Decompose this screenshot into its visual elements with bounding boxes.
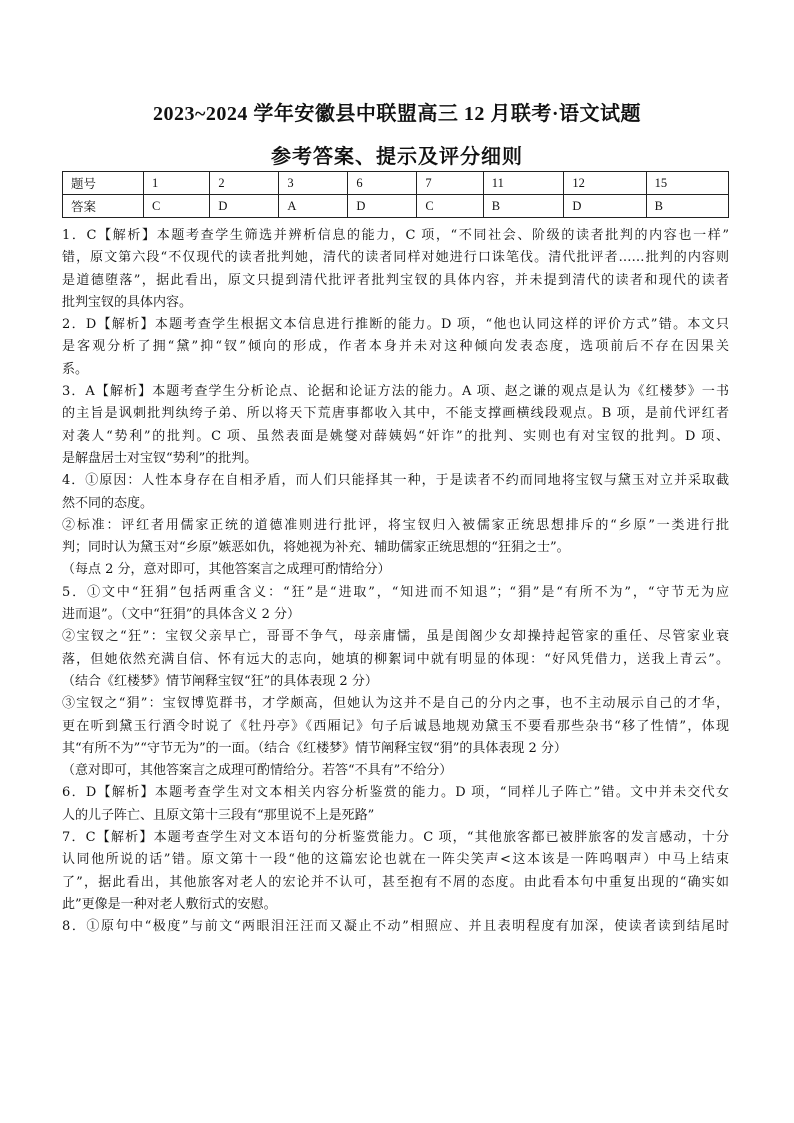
table-cell: B: [646, 195, 728, 218]
table-cell: A: [279, 195, 348, 218]
table-cell: 12: [564, 172, 646, 195]
text-line: 4．①原因：人性本身存在自相矛盾，而人们只能择其一种，于是读者不约而同地将宝钗与黛玉对立并采取截: [62, 473, 729, 489]
table-row-question-numbers: [63, 172, 729, 195]
answer-table: [62, 171, 729, 218]
text-line: ③宝钗之“狷”：宝钗博览群书，才学颇高，但她认为这并不是自己的分内之事，也不主动展示自己的才华，: [62, 696, 729, 712]
table-cell: D: [210, 195, 279, 218]
table-cell: C: [144, 195, 210, 218]
text-line: 系。: [62, 361, 89, 377]
table-cell: 6: [348, 172, 417, 195]
text-line: 落，但她依然充满自信、怀有远大的志向，她填的柳絮词中就有明显的体现：“好风凭借力，送我上青云”。: [62, 651, 729, 667]
text-line: 批判宝钗的具体内容。: [62, 294, 193, 310]
table-cell: 题号: [63, 172, 144, 195]
text-line: 了”，据此看出，其他旅客对老人的宏论并不认可，甚至抱有不屑的态度。由此看本句中重复出现的“确实如: [62, 874, 729, 890]
table-cell: 1: [144, 172, 210, 195]
table-cell: 3: [279, 172, 348, 195]
text-line: 8．①原句中“极度”与前文“两眼泪汪汪而又凝止不动”相照应、并且表明程度有加深，使读者读到结尾时: [62, 919, 729, 935]
text-line: 然不同的态度。: [62, 495, 154, 511]
explanations: [62, 225, 729, 939]
text-line: 是解盘居士对宝钗“势利”的批判。: [62, 450, 258, 466]
text-line: 判；同时认为黛玉对“乡原”嫉恶如仇，将她视为补充、辅助儒家正统思想的“狂狷之士”。: [62, 540, 570, 556]
text-line: 人的儿子阵亡、且原文第十三段有“那里说不上是死路”: [62, 807, 375, 823]
text-line: 进而退”。（文中“狂狷”的具体含义 2 分）: [62, 607, 300, 623]
text-line: ②标准：评红者用儒家正统的道德准则进行批评，将宝钗归入被儒家正统思想排斥的“乡原”一类进行批: [62, 517, 729, 533]
text-line: （意对即可，其他答案言之成理可酌情给分。若答“不具有”不给分）: [62, 763, 453, 779]
text-line: 是道德堕落”，据此看出，原文只提到清代批评者批判宝钗的具体内容，并未提到清代的读者和现代的读者: [62, 272, 729, 288]
table-row-answers: [63, 195, 729, 218]
document-subtitle: 参考答案、提示及评分细则: [271, 144, 523, 168]
document-title: 2023~2024 学年安徽县中联盟高三 12 月联考·语文试题: [152, 103, 642, 125]
text-line: 对袭人“势利”的批判。C 项、虽然表面是姚燮对薛姨妈“奸诈”的批判、实则也有对宝钗的批判。D 项、: [62, 428, 729, 444]
text-line: ②宝钗之“狂”：宝钗父亲早亡，哥哥不争气，母亲庸懦，虽是闺阁少女却操持起管家的重任、尽管家业衰: [62, 629, 729, 645]
table-cell: 答案: [63, 195, 144, 218]
text-line: 错，原文第六段“不仅现代的读者批判她，清代的读者同样对她进行口诛笔伐。清代批评者……批判的内容则: [62, 250, 729, 266]
text-line: 的主旨是讽刺批判纨绔子弟、所以将天下荒唐事都收入其中，不能支撑画横线段观点。B 项，是前代评红者: [62, 406, 729, 422]
text-line: 是客观分析了拥“黛”抑“钗”倾向的形成，作者本身并未对这种倾向发表态度，选项前后不存在因果关: [62, 339, 729, 355]
table-cell: D: [564, 195, 646, 218]
text-line: 2．D【解析】本题考查学生根据文本信息进行推断的能力。D 项，“他也认同这样的评价方式”错。本文只: [62, 317, 729, 333]
table-cell: 11: [483, 172, 564, 195]
text-line: 其“有所不为”“守节无为”的一面。（结合《红楼梦》情节阐释宝钗“狷”的具体表现 2 分）: [62, 740, 567, 756]
text-line: 5．①文中“狂狷”包括两重含义：“狂”是“进取”，“知进而不知退”；“狷”是“有所不为”，“守节无为应: [62, 584, 729, 600]
table-cell: D: [348, 195, 417, 218]
text-line: 更在听到黛玉行酒令时说了《牡丹亭》《西厢记》句子后诚恳地规劝黛玉不要看那些杂书“移了性情”，体现: [62, 718, 729, 734]
table-cell: C: [417, 195, 483, 218]
text-line: 此”更像是一种对老人敷衍式的安慰。: [62, 896, 277, 912]
text-line: （每点 2 分，意对即可，其他答案言之成理可酌情给分）: [62, 562, 391, 578]
text-line: 认同他所说的话”错。原文第十一段“他的这篇宏论也就在一阵尖笑声<这本该是一阵呜咽声）中马上结束: [62, 852, 729, 868]
text-line: 1．C【解析】本题考查学生筛选并辨析信息的能力，C 项，“不同社会、阶级的读者批判的内容也一样”: [62, 228, 729, 243]
table-cell: 15: [646, 172, 728, 195]
text-line: 6．D【解析】本题考查学生对文本相关内容分析鉴赏的能力。D 项，“同样儿子阵亡”错。文中并未交代女: [62, 785, 729, 801]
table-cell: 7: [417, 172, 483, 195]
table-cell: B: [483, 195, 564, 218]
text-line: （结合《红楼梦》情节阐释宝钗“狂”的具体表现 2 分）: [62, 673, 378, 689]
table-cell: 2: [210, 172, 279, 195]
text-line: 7．C【解析】本题考查学生对文本语句的分析鉴赏能力。C 项，“其他旅客都已被胖旅客的发言感动，十分: [62, 830, 729, 846]
text-line: 3．A【解析】本题考查学生分析论点、论据和论证方法的能力。A 项、赵之谦的观点是认为《红楼梦》一书: [62, 384, 729, 400]
